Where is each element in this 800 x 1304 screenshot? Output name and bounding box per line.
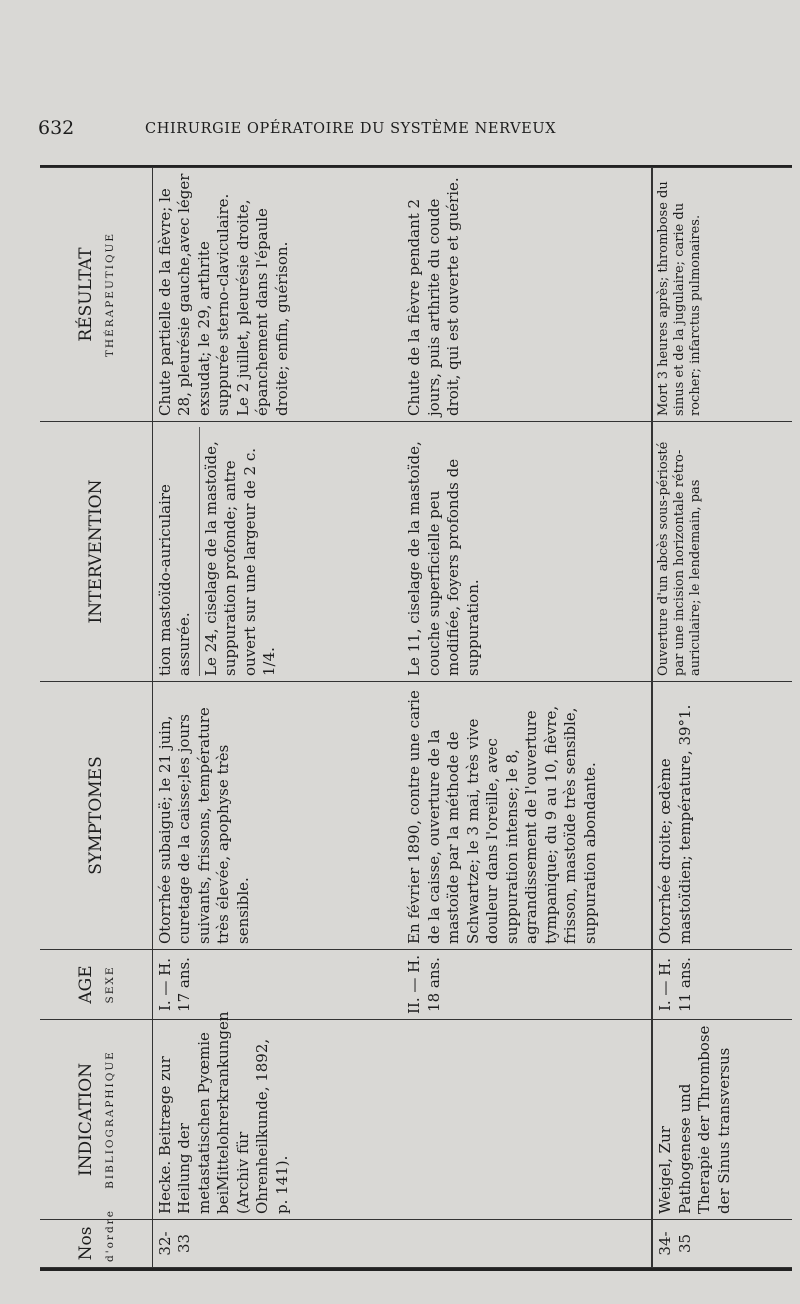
intervention-continuation: tion mastoïdo-auriculaire assurée. xyxy=(155,484,193,676)
symptomes-text: Otorrhée subaiguë; le 21 juin, curetage de la caisse;les jours suivants, frissons, température très élevée, apophyse très sensible. xyxy=(155,707,252,944)
running-title: CHIRURGIE OPÉRATOIRE DU SYSTÈME NERVEUX xyxy=(145,121,557,137)
resultat-cell xyxy=(652,168,792,422)
age-cell xyxy=(402,950,652,1020)
symptomes-text: En février 1890, contre une carie de la caisse, ouverture de la mastoïde par la méthode de Schwartze; le 3 mai, très vive douleur dans l'oreille, avec suppuration intense; le 8, agrandissement de l'ouverture tympanique; du 9 au 10, fièvre, frisson, mastoïde très sensible, suppuration abondante. xyxy=(405,690,599,944)
intervention-text: Le 24, ciselage de la mastoïde, suppuration profonde; antre ouvert sur une largeur de 2 c. 1/4. xyxy=(199,427,280,676)
header-row xyxy=(40,168,152,1268)
age-sex: I. — H. 11 ans. xyxy=(656,957,694,1012)
page-number: 632 xyxy=(38,117,75,139)
col-header-number-sub: d'ordre xyxy=(103,1209,116,1262)
resultat-cell xyxy=(402,168,652,422)
col-header-symptomes-main: SYMPTOMES xyxy=(85,756,106,875)
col-header-age-sub: SEXE xyxy=(103,965,116,1004)
table-row xyxy=(652,168,792,1268)
table-row xyxy=(152,168,402,1268)
col-header-indication xyxy=(40,1020,152,1220)
col-header-indication-sub: BIBLIOGRAPHIQUE xyxy=(103,1050,116,1189)
indication-text: Hecke. Beitræge zur Heilung der metastatischen Pyœmie beiMittelohrerkrankungen (Archiv für Ohrenheilkunde, 1892, p. 141). xyxy=(155,1011,291,1214)
intervention-cell xyxy=(652,422,792,682)
symptomes-cell xyxy=(652,682,792,950)
col-header-indication-main: INDICATION xyxy=(75,1062,96,1177)
indication-cell xyxy=(652,1020,792,1220)
age-sex: II. — H. 18 ans. xyxy=(405,954,443,1014)
resultat-cell xyxy=(152,168,402,422)
row-number-cell xyxy=(152,1220,652,1268)
row-number: 34-35 xyxy=(656,1231,694,1256)
intervention-cell xyxy=(402,422,652,682)
col-header-number xyxy=(40,1209,152,1268)
symptomes-text: Otorrhée droite; œdème mastoïdien; température, 39°1. xyxy=(656,704,694,944)
clinical-cases-table xyxy=(40,167,792,1268)
resultat-text: Chute partielle de la fièvre; le 28, pleurésie gauche,avec léger exsudat; le 29, arthrite suppurée sterno-claviculaire. xyxy=(155,173,232,416)
intervention-cell xyxy=(152,422,402,682)
rotated-table xyxy=(40,168,792,1268)
col-header-resultat-main: RÉSULTAT xyxy=(75,247,96,342)
col-header-number-main: Nos xyxy=(75,1226,96,1261)
row-number: 32-33 xyxy=(155,1231,193,1256)
col-header-resultat-sub: THÉRAPEUTIQUE xyxy=(103,231,116,358)
age-cell xyxy=(152,950,402,1020)
symptomes-cell xyxy=(402,682,652,950)
intervention-text: Le 11, ciselage de la mastoïde, couche superficielle peu modifiée, foyers profonds de suppuration. xyxy=(405,441,482,676)
col-header-symptomes xyxy=(40,682,152,950)
col-header-intervention-main: INTERVENTION xyxy=(85,479,106,624)
resultat-text: Mort 3 heures après; thrombose du sinus et de la jugulaire; carie du rocher; infarctus pulmonaires. xyxy=(656,181,703,416)
row-number-cell xyxy=(652,1220,792,1268)
indication-cell xyxy=(152,1011,652,1220)
col-header-resultat xyxy=(40,168,152,422)
resultat-text-2: Le 2 juillet, pleurésie droite, épanchement dans l'épaule droite; enfin, guérison. xyxy=(233,199,291,416)
col-header-age-main: AGE xyxy=(75,965,96,1004)
age-cell xyxy=(652,950,792,1020)
resultat-text: Chute de la fièvre pendant 2 jours, puis arthrite du coude droit, qui est ouverte et guérie. xyxy=(405,177,462,416)
intervention-text: Ouverture d'un abcès sous-périosté par une incision horizontale rétro-auriculaire; le lendemain, pas xyxy=(656,441,703,676)
col-header-intervention xyxy=(40,422,152,682)
age-sex: I. — H. 17 ans. xyxy=(155,957,193,1012)
indication-text: Weigel, Zur Pathogenese und Therapie der Thrombose der Sinus transversus xyxy=(656,1025,733,1214)
col-header-age xyxy=(40,950,152,1020)
symptomes-cell xyxy=(152,682,402,950)
table-frame xyxy=(40,165,792,1271)
